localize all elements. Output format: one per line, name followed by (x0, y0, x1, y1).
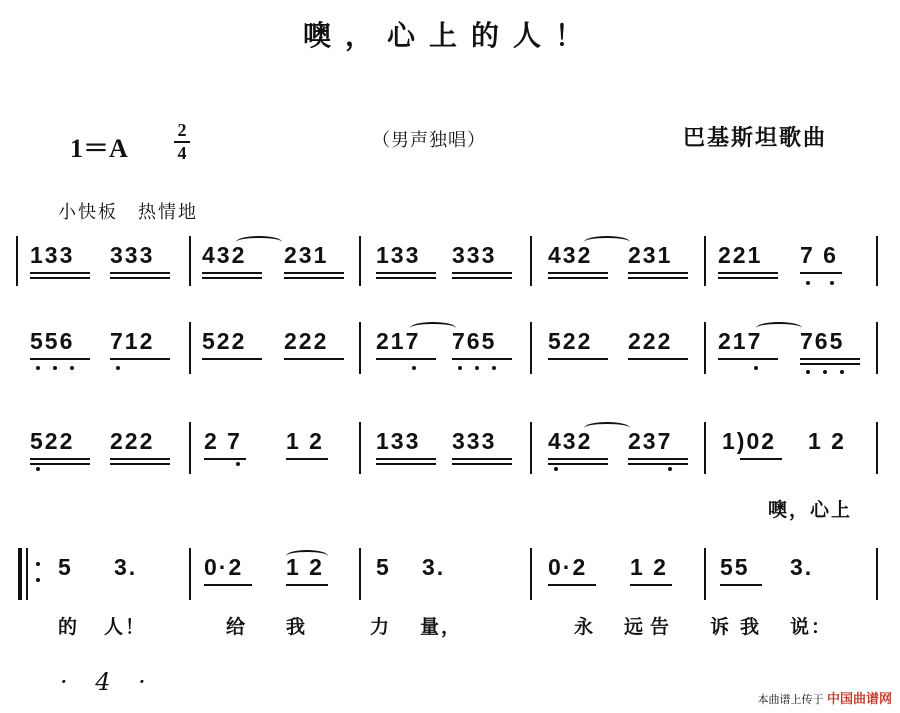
barline (359, 322, 361, 374)
lyric-word: 诉 (710, 616, 732, 638)
note-group: 0·2 (204, 554, 244, 580)
barline (189, 548, 191, 600)
underline (30, 458, 90, 460)
note-group: 333 (452, 428, 497, 454)
time-signature (172, 121, 192, 163)
underline (548, 458, 608, 460)
repeat-dot (36, 562, 40, 566)
underline (548, 277, 608, 279)
lyric-word: 给 (226, 616, 248, 638)
octave-dot (236, 462, 240, 466)
underline (720, 584, 762, 586)
underline (204, 584, 252, 586)
underline (718, 358, 778, 360)
underline (110, 277, 170, 279)
underline (110, 463, 170, 465)
note-group: 5 (58, 554, 73, 580)
underline (800, 358, 860, 360)
note-group: 765 (800, 328, 845, 354)
lyric-word: 告 (650, 616, 672, 638)
composer-credit: 巴基斯坦歌曲 (683, 126, 828, 151)
underline (376, 463, 436, 465)
barline (704, 322, 706, 374)
octave-dot (475, 366, 479, 370)
tie-slur (236, 236, 282, 248)
underline (740, 458, 782, 460)
page-number: · 4 · (60, 668, 156, 696)
octave-dot (554, 467, 558, 471)
score-row-4 (0, 548, 900, 594)
underline (376, 458, 436, 460)
lyric-word: 我 (740, 616, 762, 638)
underline (548, 584, 596, 586)
lyric-word: 人！ (104, 616, 147, 638)
note-group: 3. (422, 554, 446, 580)
underline (630, 584, 672, 586)
underline (718, 272, 778, 274)
underline (30, 463, 90, 465)
underline (202, 272, 262, 274)
note-group: 522 (548, 328, 593, 354)
underline (30, 358, 90, 360)
octave-dot (754, 366, 758, 370)
underline (376, 358, 436, 360)
barline (189, 422, 191, 474)
note-group: 712 (110, 328, 155, 354)
barline (530, 422, 532, 474)
barline (530, 322, 532, 374)
note-group: 432 (548, 242, 593, 268)
underline (110, 458, 170, 460)
octave-dot (116, 366, 120, 370)
barline (876, 236, 878, 286)
note-group: 1 2 (286, 428, 324, 454)
underline (376, 277, 436, 279)
time-signature-bottom: 4 (177, 143, 187, 163)
underline (800, 272, 842, 274)
score-row-1 (0, 236, 900, 282)
octave-dot (823, 370, 827, 374)
underline (202, 358, 262, 360)
tempo-marking: 小快板 热情地 (58, 202, 198, 223)
underline (202, 277, 262, 279)
barline (189, 236, 191, 286)
underline (110, 358, 170, 360)
octave-dot (806, 370, 810, 374)
underline (286, 458, 328, 460)
barline (704, 422, 706, 474)
barline (359, 548, 361, 600)
lyric-word: 的 (58, 616, 80, 638)
barline (876, 322, 878, 374)
note-group: 3. (114, 554, 138, 580)
octave-dot (668, 467, 672, 471)
lyric-word: 我 (286, 616, 308, 638)
underline (452, 277, 512, 279)
site-logo: 中国曲谱网 (826, 692, 892, 707)
barline (876, 548, 878, 600)
note-group: 1)02 (722, 428, 777, 454)
note-group: 231 (284, 242, 329, 268)
repeat-barline (26, 548, 28, 600)
octave-dot (840, 370, 844, 374)
repeat-barline (18, 548, 22, 600)
key-signature: 1＝A (70, 134, 128, 163)
underline (548, 272, 608, 274)
note-group: 522 (30, 428, 75, 454)
lyric-word: 说： (790, 616, 833, 638)
note-group: 5 (376, 554, 391, 580)
underline (30, 277, 90, 279)
note-group: 7 6 (800, 242, 838, 268)
note-group: 222 (628, 328, 673, 354)
tie-slur (410, 322, 456, 334)
lyric-line: 噢，心上 (768, 499, 853, 521)
note-group: 221 (718, 242, 763, 268)
barline (704, 548, 706, 600)
note-group: 1 2 (286, 554, 324, 580)
tie-slur (286, 550, 328, 562)
note-group: 133 (30, 242, 75, 268)
note-group: 522 (202, 328, 247, 354)
note-group: 556 (30, 328, 75, 354)
repeat-dot (36, 578, 40, 582)
underline (376, 272, 436, 274)
underline (718, 277, 778, 279)
note-group: 217 (376, 328, 421, 354)
underline (284, 277, 344, 279)
note-group: 55 (720, 554, 750, 580)
tie-slur (584, 422, 630, 434)
barline (359, 236, 361, 286)
octave-dot (70, 366, 74, 370)
underline (286, 584, 328, 586)
octave-dot (458, 366, 462, 370)
note-group: 1 2 (630, 554, 668, 580)
barline (16, 236, 18, 286)
lyric-word: 远 (624, 616, 646, 638)
underline (452, 458, 512, 460)
barline (530, 236, 532, 286)
octave-dot (492, 366, 496, 370)
underline (800, 363, 860, 365)
note-group: 133 (376, 242, 421, 268)
underline (452, 358, 512, 360)
tie-slur (584, 236, 630, 248)
score-row-3 (0, 422, 900, 468)
barline (704, 236, 706, 286)
barline (876, 422, 878, 474)
note-group: 133 (376, 428, 421, 454)
voice-type: （男声独唱） (372, 130, 486, 151)
underline (628, 277, 688, 279)
underline (628, 458, 688, 460)
note-group: 222 (110, 428, 155, 454)
note-group: 333 (110, 242, 155, 268)
lyric-word: 力 (370, 616, 392, 638)
upload-credit (757, 688, 892, 707)
barline (530, 548, 532, 600)
octave-dot (806, 281, 810, 285)
octave-dot (36, 467, 40, 471)
upload-credit-prefix: 本曲谱上传于 (757, 693, 824, 706)
underline (452, 463, 512, 465)
note-group: 765 (452, 328, 497, 354)
underline (204, 458, 246, 460)
tie-slur (756, 322, 802, 334)
note-group: 231 (628, 242, 673, 268)
note-group: 432 (202, 242, 247, 268)
note-group: 0·2 (548, 554, 588, 580)
note-group: 3. (790, 554, 814, 580)
time-signature-top: 2 (177, 120, 187, 140)
octave-dot (36, 366, 40, 370)
note-group: 1 2 (808, 428, 846, 454)
underline (284, 358, 344, 360)
underline (628, 463, 688, 465)
note-group: 237 (628, 428, 673, 454)
octave-dot (53, 366, 57, 370)
underline (110, 272, 170, 274)
barline (189, 322, 191, 374)
lyric-word: 永 (574, 616, 596, 638)
underline (30, 272, 90, 274)
page-title: 噢，心上的人！ (302, 19, 597, 52)
underline (548, 463, 608, 465)
underline (548, 358, 608, 360)
barline (359, 422, 361, 474)
underline (284, 272, 344, 274)
underline (628, 358, 688, 360)
note-group: 333 (452, 242, 497, 268)
note-group: 222 (284, 328, 329, 354)
underline (452, 272, 512, 274)
note-group: 2 7 (204, 428, 242, 454)
note-group: 432 (548, 428, 593, 454)
note-group: 217 (718, 328, 763, 354)
lyric-word: 量， (420, 616, 463, 638)
octave-dot (830, 281, 834, 285)
score-row-2 (0, 322, 900, 368)
octave-dot (412, 366, 416, 370)
underline (628, 272, 688, 274)
